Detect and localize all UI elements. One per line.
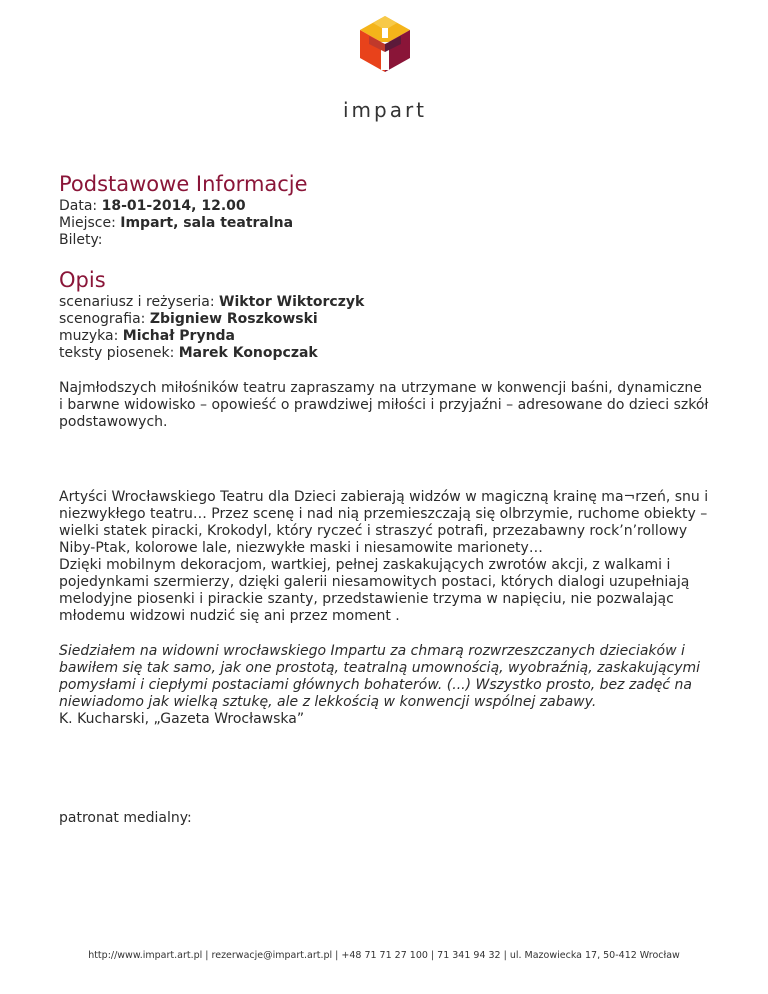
- place-line: [59, 215, 709, 232]
- tickets-line: Bilety:: [59, 232, 103, 248]
- footer-contact: http://www.impart.art.pl | rezerwacje@impart.art.pl | +48 71 71 27 100 | 71 341 94 32 | ul. Mazowiecka 17, 50-412 Wrocław: [88, 950, 680, 961]
- review-quote: Siedziałem na widowni wrocławskiego Impartu za chmarą rozwrzeszczanych dzieciaków i bawiłem się tak samo, jak one prostotą, teatralną umownością, wyobraźnią, zaskakującymi pomysłami i ciepłymi postaciami głównych bohaterów. (...) Wszystko prosto, bez zadęć na niewiadomo jak wielką sztukę, ale z lekkością w konwencji wspólnej zabawy.: [59, 643, 701, 710]
- credit-line: [59, 311, 709, 328]
- credit-label: scenariusz i reżyseria:: [59, 294, 220, 310]
- place-value: Impart, sala teatralna: [120, 215, 294, 231]
- date-value: 18-01-2014, 12.00: [101, 198, 246, 214]
- credit-value: Marek Konopczak: [178, 345, 318, 361]
- credit-value: Michał Prynda: [122, 328, 236, 344]
- info-heading: Podstawowe Informacje: [59, 172, 308, 196]
- credit-label: teksty piosenek:: [59, 345, 179, 361]
- paragraph-2: Dzięki mobilnym dekoracjom, wartkiej, pełnej zaskakujących zwrotów akcji, z walkami i pojedynkami szermierzy, dzięki galerii niesamowitych postaci, których dialogi uzupełniają melodyjne piosenki i pirackie szanty, przedstawienie trzyma w napięciu, nie pozwalając młodemu widzowi nudzić się ani przez moment .: [59, 557, 690, 624]
- credit-label: scenografia:: [59, 311, 150, 327]
- paragraph-1: Artyści Wrocławskiego Teatru dla Dzieci zabierają widzów w magiczną krainę ma¬rzeń, snu i niezwykłego teatru… Przez scenę i nad nią przemieszczają się olbrzymie, ruchome obiekty – wielki statek piracki, Krokodyl, który ryczeć i straszyć potrafi, przezabawny rock’n’rollowy Niby-Ptak, kolorowe lale, niezwykłe maski i niesamowite marionety…: [59, 489, 709, 556]
- description-heading: Opis: [59, 268, 106, 292]
- credit-line: [59, 345, 709, 362]
- date-line: [59, 198, 709, 215]
- date-label: Data:: [59, 198, 102, 214]
- credit-line: [59, 328, 709, 345]
- place-label: Miejsce:: [59, 215, 121, 231]
- credit-value: Zbigniew Roszkowski: [149, 311, 318, 327]
- patronage-label: patronat medialny:: [59, 810, 192, 826]
- quote-author: K. Kucharski, „Gazeta Wrocławska”: [59, 711, 305, 727]
- credit-label: muzyka:: [59, 328, 123, 344]
- logo-text: impart: [342, 98, 428, 122]
- logo-cube-icon: [355, 14, 415, 74]
- intro-paragraph: Najmłodszych miłośników teatru zapraszamy na utrzymane w konwencji baśni, dynamiczne i barwne widowisko – opowieść o prawdziwej miłości i przyjaźni – adresowane do dzieci szkół podstawowych.: [59, 380, 709, 430]
- credit-line: [59, 294, 709, 311]
- credit-value: Wiktor Wiktorczyk: [219, 294, 365, 310]
- main-content: [59, 170, 709, 827]
- impart-logo: [330, 14, 440, 122]
